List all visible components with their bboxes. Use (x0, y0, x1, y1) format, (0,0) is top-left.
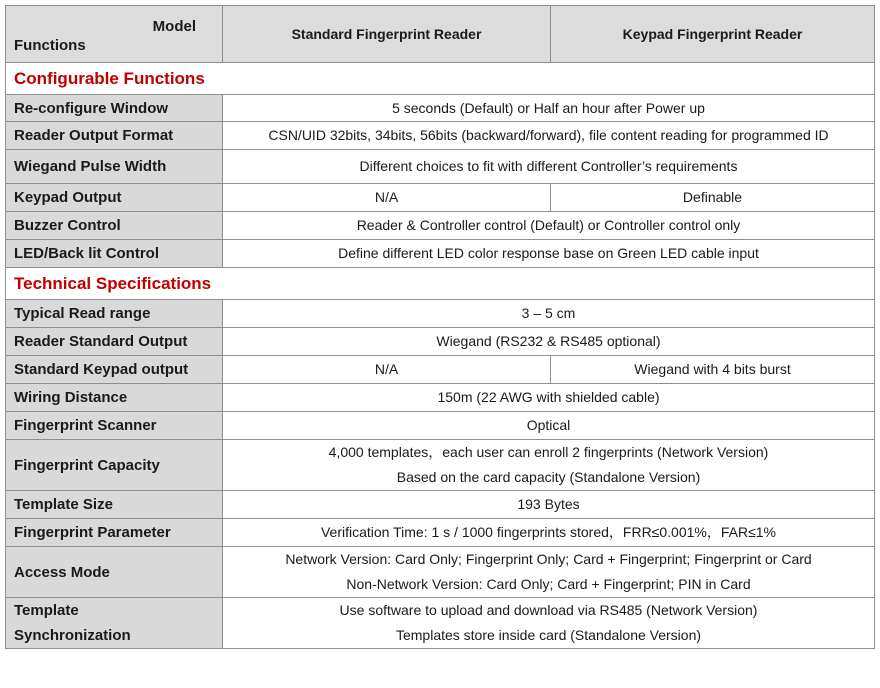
section-row-configurable (6, 63, 875, 95)
row-label: Fingerprint Capacity (6, 440, 223, 491)
section-title-configurable: Configurable Functions (6, 63, 875, 95)
row-label: Standard Keypad output (6, 356, 223, 384)
row-value: Define different LED color response base on Green LED cable input (223, 240, 875, 268)
table-row (6, 384, 875, 412)
row-label: Re-configure Window (6, 95, 223, 122)
row-value (223, 547, 875, 598)
header-functions-label: Functions (14, 37, 86, 54)
header-standard-reader: Standard Fingerprint Reader (223, 6, 551, 63)
table-row (6, 328, 875, 356)
table-row (6, 440, 875, 491)
row-label: Access Mode (6, 547, 223, 598)
section-title-technical: Technical Specifications (6, 268, 875, 300)
row-value: Wiegand (RS232 & RS485 optional) (223, 328, 875, 356)
row-value-line: Network Version: Card Only; Fingerprint Only; Card + Fingerprint; Fingerprint or Card (285, 551, 812, 567)
table-row (6, 122, 875, 150)
row-value-line: Non-Network Version: Card Only; Card + Fingerprint; PIN in Card (346, 576, 751, 592)
row-label (6, 598, 223, 649)
row-value: 193 Bytes (223, 491, 875, 519)
row-label: LED/Back lit Control (6, 240, 223, 268)
row-label: Fingerprint Parameter (6, 519, 223, 547)
header-keypad-reader: Keypad Fingerprint Reader (551, 6, 875, 63)
row-value: Reader & Controller control (Default) or Controller control only (223, 212, 875, 240)
row-label: Fingerprint Scanner (6, 412, 223, 440)
row-value (223, 440, 875, 491)
row-label: Wiegand Pulse Width (6, 150, 223, 184)
row-value: Verification Time: 1 s / 1000 fingerprints stored，FRR≤0.001%，FAR≤1% (223, 519, 875, 547)
header-row (6, 6, 875, 63)
row-label: Buzzer Control (6, 212, 223, 240)
table-row (6, 519, 875, 547)
row-label: Keypad Output (6, 184, 223, 212)
row-value: 3 – 5 cm (223, 300, 875, 328)
table-row (6, 300, 875, 328)
row-label: Wiring Distance (6, 384, 223, 412)
table-row (6, 547, 875, 598)
row-value: 5 seconds (Default) or Half an hour after Power up (223, 95, 875, 122)
row-label-line: Template (14, 602, 79, 619)
section-row-technical (6, 268, 875, 300)
row-label: Reader Standard Output (6, 328, 223, 356)
table-row (6, 598, 875, 649)
header-corner-cell (6, 6, 223, 63)
row-value: Optical (223, 412, 875, 440)
table-row (6, 150, 875, 184)
row-value-line: 4,000 templates，each user can enroll 2 fingerprints (Network Version) (328, 444, 769, 460)
row-value-keypad: Wiegand with 4 bits burst (551, 356, 875, 384)
row-value-standard: N/A (223, 356, 551, 384)
row-value-standard: N/A (223, 184, 551, 212)
table-row (6, 491, 875, 519)
row-value: CSN/UID 32bits, 34bits, 56bits (backward/forward), file content reading for programmed ID (223, 122, 875, 150)
spec-table (5, 5, 875, 649)
row-value-keypad: Definable (551, 184, 875, 212)
table-row (6, 184, 875, 212)
row-value-line: Use software to upload and download via RS485 (Network Version) (339, 602, 758, 618)
header-model-label: Model (152, 18, 196, 35)
row-value-line: Templates store inside card (Standalone Version) (395, 627, 702, 643)
row-label: Template Size (6, 491, 223, 519)
table-row (6, 240, 875, 268)
table-row (6, 95, 875, 122)
row-label-line: Synchronization (14, 627, 131, 644)
table-row (6, 412, 875, 440)
row-value: 150m (22 AWG with shielded cable) (223, 384, 875, 412)
row-value (223, 598, 875, 649)
row-value-line: Based on the card capacity (Standalone Version) (396, 469, 701, 485)
table-row (6, 212, 875, 240)
row-label: Reader Output Format (6, 122, 223, 150)
table-row (6, 356, 875, 384)
row-value: Different choices to fit with different Controller’s requirements (223, 150, 875, 184)
row-label: Typical Read range (6, 300, 223, 328)
